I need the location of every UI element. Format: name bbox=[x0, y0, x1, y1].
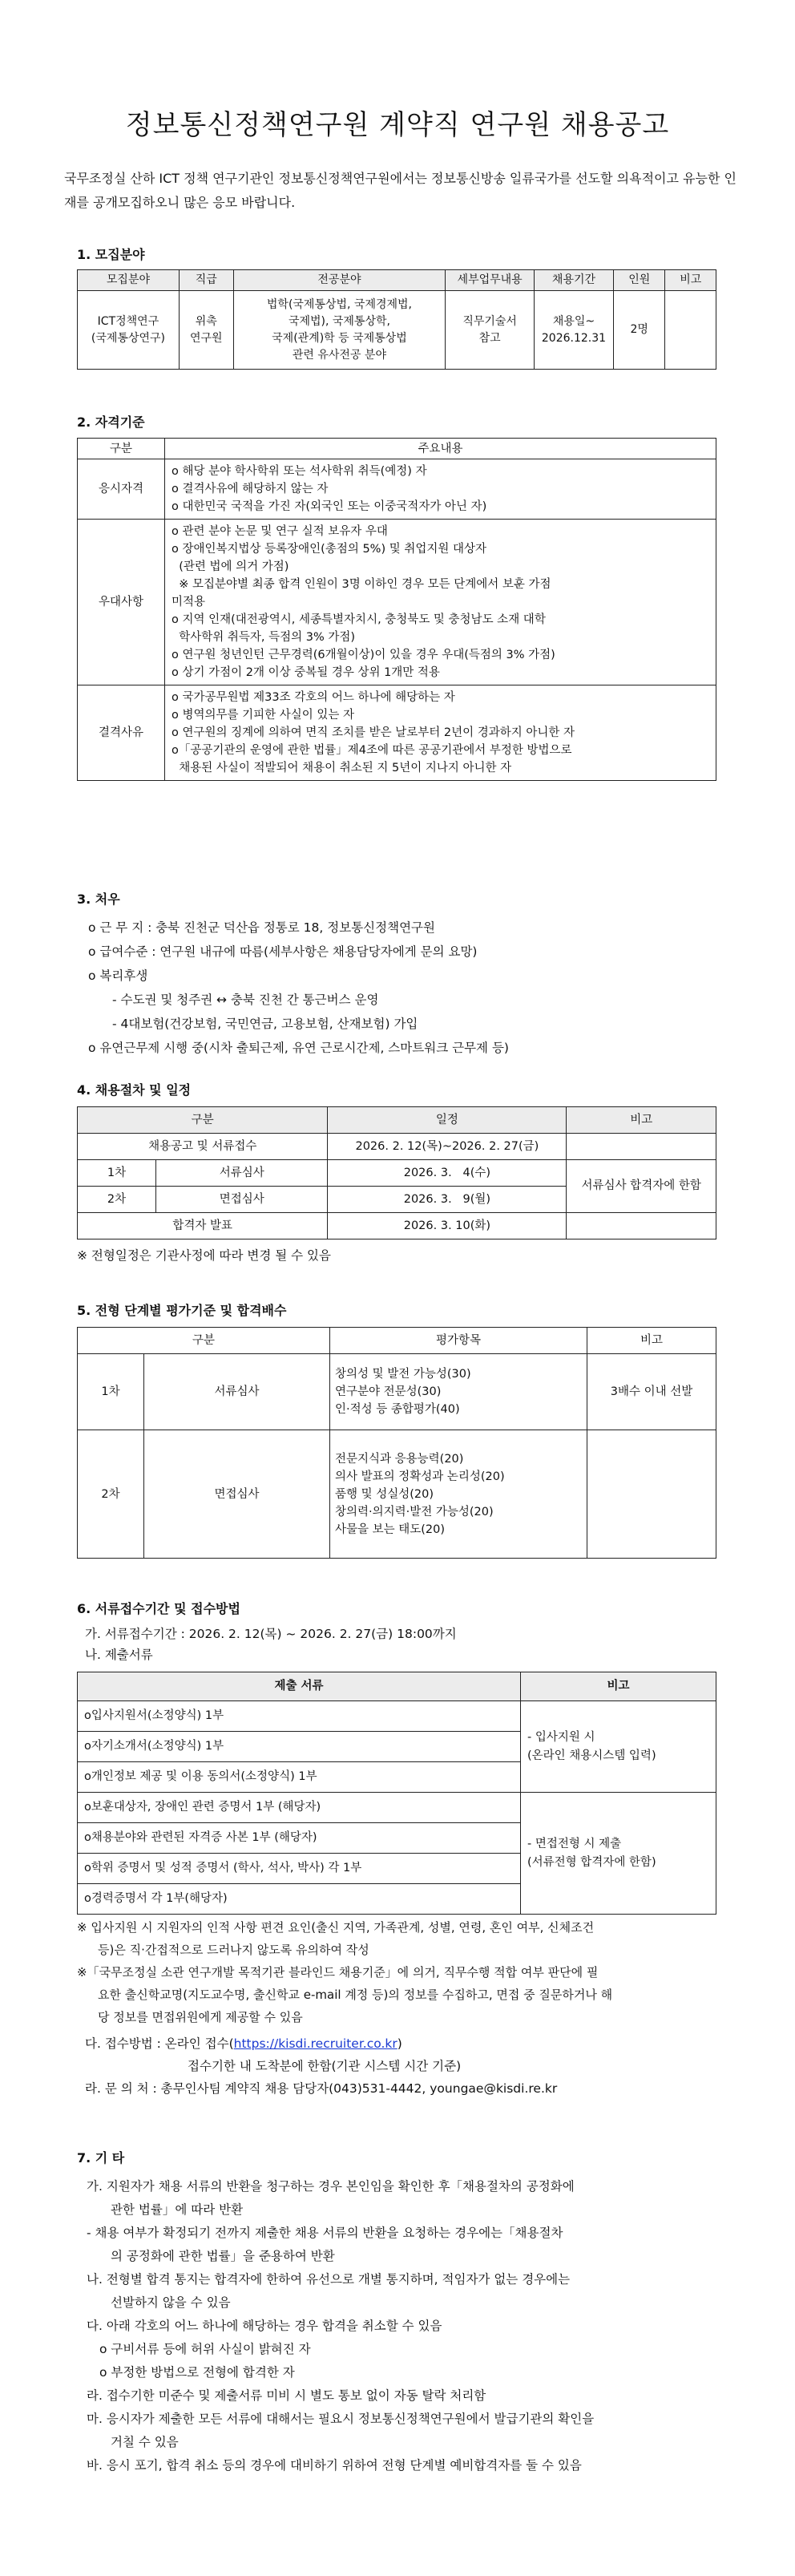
section-5-heading: 5. 전형 단계별 평가기준 및 합격배수 bbox=[77, 1303, 287, 1318]
table-cell: 2차 bbox=[78, 1430, 144, 1559]
list-item: 사물을 보는 태도(20) bbox=[334, 1523, 446, 1536]
table-cell: 1차 bbox=[78, 1354, 144, 1430]
list-item: 연구분야 전문성(30) bbox=[334, 1385, 442, 1398]
application-period bbox=[85, 1624, 750, 1665]
list-item: ο 국가공무원법 제33조 각호의 어느 하나에 해당하는 자 bbox=[172, 691, 455, 704]
col-header: 비고 bbox=[587, 1328, 716, 1354]
col-header: 인원 bbox=[613, 270, 665, 291]
section-2-heading: 2. 자격기준 bbox=[77, 415, 145, 430]
list-item: ο 복리후생 bbox=[88, 969, 148, 983]
col-header: 직급 bbox=[179, 270, 233, 291]
col-header: 구분 bbox=[78, 439, 165, 459]
list-item: ο 결격사유에 해당하지 않는 자 bbox=[172, 483, 329, 495]
col-header: 모집분야 bbox=[78, 270, 180, 291]
note-line: - 입사지원 시 bbox=[527, 1731, 595, 1745]
list-item: 전문지식과 응용능력(20) bbox=[334, 1452, 464, 1466]
list-item: 품행 및 성실성(20) bbox=[334, 1487, 434, 1501]
remark-line: ※「국무조정실 소관 연구개발 목적기관 블라인드 채용기준」에 의거, 직무수행 적합 여부 판단에 필 bbox=[77, 1965, 599, 1980]
list-item: 다. 아래 각호의 어느 하나에 해당하는 경우 합격을 취소할 수 있음 bbox=[87, 2319, 442, 2333]
table-cell: 2026. 3. 4(수) bbox=[328, 1160, 567, 1187]
list-item: 가. 서류접수기간 : 2026. 2. 12(목) ~ 2026. 2. 27(금) 18:00까지 bbox=[85, 1627, 457, 1641]
table-cell: 2명 bbox=[613, 291, 665, 370]
benefits-list bbox=[80, 916, 745, 1060]
table-cell: 채용공고 및 서류접수 bbox=[78, 1134, 328, 1160]
list-item: ο 장애인복지법상 등록장애인(총점의 5%) 및 취업지원 대상자 bbox=[172, 543, 487, 556]
col-header: 평가항목 bbox=[329, 1328, 587, 1354]
list-item: 가. 지원자가 채용 서류의 반환을 청구하는 경우 본인임을 확인한 후「채용절차의 공정화에 bbox=[87, 2179, 575, 2194]
doc-note bbox=[521, 1701, 716, 1793]
list-item: 마. 응시자가 제출한 모든 서류에 대해서는 필요시 정보통신정책연구원에서 발급기관의 확인을 bbox=[87, 2412, 595, 2426]
col-header: 비고 bbox=[665, 270, 716, 291]
intro-paragraph: 국무조정실 산하 ICT 정책 연구기관인 정보통신정책연구원에서는 정보통신방송 일류국가를 선도할 의욕적이고 유능한 인재를 공개모집하오니 많은 응모 바랍니다. bbox=[64, 171, 736, 210]
qualification-table bbox=[77, 438, 716, 781]
table-cell bbox=[665, 291, 716, 370]
note-line: - 면접전형 시 제출 bbox=[527, 1838, 622, 1851]
table-cell bbox=[587, 1430, 716, 1559]
list-item: ο 상기 가점이 2개 이상 중복될 경우 상위 1개만 적용 bbox=[172, 666, 440, 679]
row-content bbox=[165, 459, 716, 520]
apply-link[interactable]: https://kisdi.recruiter.co.kr bbox=[233, 2036, 398, 2051]
table-cell: 서류심사 합격자에 한함 bbox=[567, 1160, 716, 1213]
table-cell: 2026. 3. 10(화) bbox=[328, 1213, 567, 1239]
list-item: 의사 발표의 정확성과 논리성(20) bbox=[334, 1470, 505, 1483]
list-item: 인·적성 등 종합평가(40) bbox=[334, 1403, 460, 1416]
list-item: ο 연구원 청년인턴 근무경력(6개월이상)이 있을 경우 우대(득점의 3% 가점) bbox=[172, 649, 555, 661]
section-3-heading: 3. 처우 bbox=[77, 892, 120, 907]
table-cell: 위촉 연구원 bbox=[179, 291, 233, 370]
note-line: (온라인 채용시스템 입력) bbox=[527, 1749, 656, 1762]
col-header: 구분 bbox=[78, 1107, 328, 1134]
recruit-field-table bbox=[77, 269, 716, 370]
eval-items bbox=[329, 1354, 587, 1430]
col-header: 세부업무내용 bbox=[446, 270, 535, 291]
table-cell bbox=[567, 1213, 716, 1239]
remarks bbox=[77, 1916, 742, 2028]
col-header: 전공분야 bbox=[233, 270, 446, 291]
section-4-heading: 4. 채용절차 및 일정 bbox=[77, 1082, 192, 1098]
list-item: ο 연구원의 징계에 의하여 면직 조치를 받은 날로부터 2년이 경과하지 아니한 자 bbox=[172, 726, 575, 739]
list-item: ο 부정한 방법으로 전형에 합격한 자 bbox=[99, 2365, 295, 2380]
table-cell: 채용일~ 2026.12.31 bbox=[535, 291, 614, 370]
table-cell: ο입사지원서(소정양식) 1부 bbox=[78, 1701, 521, 1732]
misc-list bbox=[79, 2175, 744, 2477]
apply-method-line bbox=[85, 2032, 750, 2055]
list-item: 미적용 bbox=[172, 596, 206, 609]
section-1-heading: 1. 모집분야 bbox=[77, 247, 145, 262]
list-item: 라. 접수기한 미준수 및 제출서류 미비 시 별도 통보 없이 자동 탈락 처리함 bbox=[87, 2388, 486, 2403]
table-cell: 법학(국제통상법, 국제경제법, 국제법), 국제통상학, 국제(관계)학 등 국제통상법 관련 유사전공 분야 bbox=[233, 291, 446, 370]
schedule-footnote: ※ 전형일정은 기관사정에 따라 변경 될 수 있음 bbox=[77, 1248, 331, 1263]
table-cell: 2026. 2. 12(목)~2026. 2. 27(금) bbox=[328, 1134, 567, 1160]
row-content bbox=[165, 685, 716, 781]
col-header: 주요내용 bbox=[165, 439, 716, 459]
remark-line: 등)은 직·간접적으로 드러나지 않도록 유의하여 작성 bbox=[98, 1943, 369, 1957]
note-line: (서류전형 합격자에 한함) bbox=[527, 1855, 656, 1869]
table-cell: ICT정책연구 (국제통상연구) bbox=[78, 291, 180, 370]
list-item: 창의력·의지력·발전 가능성(20) bbox=[334, 1505, 494, 1519]
application-method bbox=[85, 2032, 750, 2100]
list-item: - 수도권 및 청주권 ↔ 충북 진천 간 통근버스 운영 bbox=[112, 993, 379, 1007]
list-item: ο 병역의무를 기피한 사실이 있는 자 bbox=[172, 709, 355, 722]
apply-method-label: 다. 접수방법 : 온라인 접수( bbox=[85, 2036, 234, 2051]
list-item: 거칠 수 있음 bbox=[111, 2435, 179, 2449]
remark-line: 요한 출신학교명(지도교수명, 출신학교 e-mail 계정 등)의 정보를 수집하고, 면접 중 질문하거나 해 bbox=[98, 1988, 613, 2002]
list-item: (관련 법에 의거 가점) bbox=[172, 560, 289, 573]
list-item: ※ 모집분야별 최종 합격 인원이 3명 이하인 경우 모든 단계에서 보훈 가점 bbox=[172, 578, 551, 591]
contact-line: 라. 문 의 처 : 총무인사팀 계약직 채용 담당자(043)531-4442, youngae@kisdi.re.kr bbox=[85, 2081, 558, 2096]
col-header: 제출 서류 bbox=[78, 1672, 521, 1701]
section-7-heading: 7. 기 타 bbox=[77, 2150, 125, 2166]
table-cell: ο개인정보 제공 및 이용 동의서(소정양식) 1부 bbox=[78, 1762, 521, 1793]
table-cell: ο학위 증명서 및 성적 증명서 (학사, 석사, 박사) 각 1부 bbox=[78, 1854, 521, 1884]
list-item: 바. 응시 포기, 합격 취소 등의 경우에 대비하기 위하여 전형 단계별 예비합격자를 둘 수 있음 bbox=[87, 2458, 582, 2473]
apply-method-suffix: ) bbox=[397, 2036, 402, 2051]
table-cell: ο자기소개서(소정양식) 1부 bbox=[78, 1732, 521, 1762]
row-label: 우대사항 bbox=[78, 520, 165, 685]
list-item: ο 해당 분야 학사학위 또는 석사학위 취득(예정) 자 bbox=[172, 465, 427, 478]
col-header: 일정 bbox=[328, 1107, 567, 1134]
row-label: 응시자격 bbox=[78, 459, 165, 520]
table-cell: 서류심사 bbox=[156, 1160, 328, 1187]
list-item: ο「공공기관의 운영에 관한 법률」제4조에 따른 공공기관에서 부정한 방법으로 bbox=[172, 744, 572, 757]
list-item: 채용된 사실이 적발되어 채용이 취소된 지 5년이 지나지 아니한 자 bbox=[172, 762, 512, 774]
section-6-heading: 6. 서류접수기간 및 접수방법 bbox=[77, 1601, 240, 1616]
eval-items bbox=[329, 1430, 587, 1559]
row-content bbox=[165, 520, 716, 685]
table-cell bbox=[567, 1134, 716, 1160]
table-cell: ο경력증명서 각 1부(해당자) bbox=[78, 1884, 521, 1915]
table-cell: 면접심사 bbox=[144, 1430, 330, 1559]
page-title: 정보통신정책연구원 계약직 연구원 채용공고 bbox=[125, 109, 670, 141]
list-item: 관한 법률」에 따라 반환 bbox=[111, 2202, 244, 2217]
col-header: 비고 bbox=[567, 1107, 716, 1134]
list-item: 창의성 및 발전 가능성(30) bbox=[334, 1368, 471, 1381]
list-item: ο 유연근무제 시행 중(시차 출퇴근제, 유연 근로시간제, 스마트워크 근무제 등) bbox=[88, 1041, 509, 1055]
col-header: 구분 bbox=[78, 1328, 330, 1354]
table-cell: ο보훈대상자, 장애인 관련 증명서 1부 (해당자) bbox=[78, 1793, 521, 1823]
remark-line: ※ 입사지원 시 지원자의 인적 사항 편견 요인(출신 지역, 가족관계, 성별, 연령, 혼인 여부, 신체조건 bbox=[77, 1920, 595, 1935]
list-item: 선발하지 않을 수 있음 bbox=[111, 2295, 231, 2310]
table-cell: 서류심사 bbox=[144, 1354, 330, 1430]
list-item: ο 근 무 지 : 충북 진천군 덕산읍 정통로 18, 정보통신정책연구원 bbox=[88, 920, 436, 935]
list-item: - 채용 여부가 확정되기 전까지 제출한 채용 서류의 반환을 요청하는 경우에는「채용절차 bbox=[87, 2226, 563, 2240]
list-item: ο 지역 인재(대전광역시, 세종특별자치시, 충청북도 및 충청남도 소재 대학 bbox=[172, 613, 546, 626]
table-cell: 면접심사 bbox=[156, 1187, 328, 1213]
remark-line: 당 정보를 면접위원에게 제공할 수 있음 bbox=[98, 2010, 303, 2024]
row-label: 결격사유 bbox=[78, 685, 165, 781]
table-cell: 2차 bbox=[78, 1187, 156, 1213]
list-item: - 4대보험(건강보험, 국민연금, 고용보험, 산재보험) 가입 bbox=[112, 1017, 418, 1031]
table-cell: 직무기술서 참고 bbox=[446, 291, 535, 370]
doc-note bbox=[521, 1793, 716, 1915]
list-item: ο 관련 분야 논문 및 연구 실적 보유자 우대 bbox=[172, 525, 388, 538]
list-item: ο 구비서류 등에 허위 사실이 밝혀진 자 bbox=[99, 2342, 311, 2356]
list-item: 학사학위 취득자, 득점의 3% 가점) bbox=[172, 631, 356, 644]
col-header: 비고 bbox=[521, 1672, 716, 1701]
documents-table bbox=[77, 1672, 716, 1915]
table-cell: ο채용분야와 관련된 자격증 사본 1부 (해당자) bbox=[78, 1823, 521, 1854]
list-item: 나. 전형별 합격 통지는 합격자에 한하여 유선으로 개별 통지하며, 적임자가 없는 경우에는 bbox=[87, 2272, 571, 2287]
table-cell: 3배수 이내 선발 bbox=[587, 1354, 716, 1430]
list-item: ο 급여수준 : 연구원 내규에 따름(세부사항은 채용담당자에게 문의 요망) bbox=[88, 944, 478, 959]
table-cell: 합격자 발표 bbox=[78, 1213, 328, 1239]
table-cell: 1차 bbox=[78, 1160, 156, 1187]
list-item: ο 대한민국 국적을 가진 자(외국인 또는 이중국적자가 아닌 자) bbox=[172, 500, 487, 513]
list-item: 나. 제출서류 bbox=[85, 1648, 153, 1662]
list-item: 의 공정화에 관한 법률」을 준용하여 반환 bbox=[111, 2249, 335, 2263]
apply-deadline-note: 접수기한 내 도착분에 한함(기관 시스템 시간 기준) bbox=[188, 2059, 462, 2073]
table-cell: 2026. 3. 9(월) bbox=[328, 1187, 567, 1213]
col-header: 채용기간 bbox=[535, 270, 614, 291]
evaluation-table bbox=[77, 1327, 716, 1559]
schedule-table bbox=[77, 1106, 716, 1239]
